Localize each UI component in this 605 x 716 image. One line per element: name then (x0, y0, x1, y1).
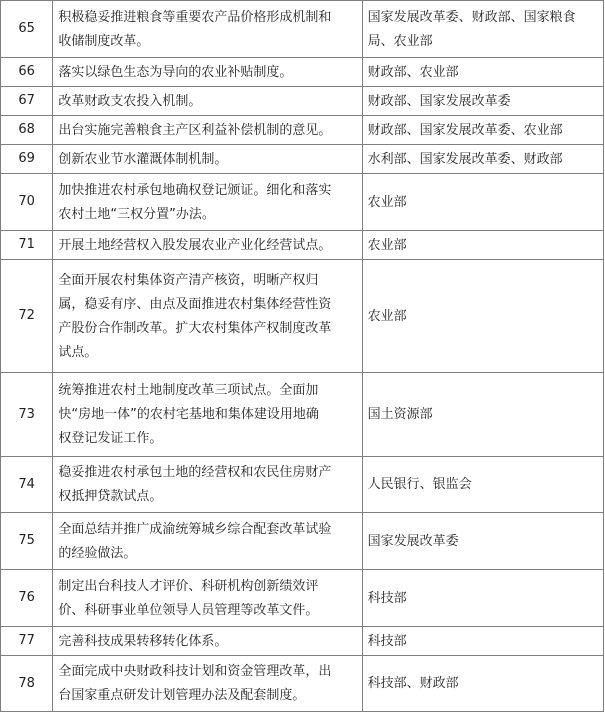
table-row (1, 457, 604, 513)
row-number: 78 (1, 656, 53, 712)
department-cell: 农业部 (362, 260, 603, 373)
table-row (1, 656, 604, 712)
task-cell: 创新农业节水灌溉体制机制。 (53, 145, 362, 174)
table-row (1, 513, 604, 570)
department-cell: 农业部 (362, 174, 603, 231)
task-cell: 落实以绿色生态为导向的农业补贴制度。 (53, 58, 362, 87)
table-row (1, 231, 604, 260)
department-cell: 国家发展改革委 (362, 513, 603, 570)
department-cell: 国家发展改革委、财政部、国家粮食 局、农业部 (362, 1, 603, 58)
task-cell: 全面总结并推广成渝统筹城乡综合配套改革试验 的经验做法。 (53, 513, 362, 570)
table-row (1, 260, 604, 373)
table-row (1, 174, 604, 231)
task-cell: 完善科技成果转移转化体系。 (53, 627, 362, 656)
row-number: 77 (1, 627, 53, 656)
task-cell: 统筹推进农村土地制度改革三项试点。全面加 快“房地一体”的农村宅基地和集体建设用地确 权登记发证工作。 (53, 373, 362, 457)
table-row (1, 627, 604, 656)
table-row (1, 1, 604, 58)
department-cell: 科技部、财政部 (362, 656, 603, 712)
table-row (1, 145, 604, 174)
department-cell: 科技部 (362, 570, 603, 627)
department-cell: 人民银行、银监会 (362, 457, 603, 513)
task-cell: 全面开展农村集体资产清产核资，明晰产权归 属，稳妥有序、由点及面推进农村集体经营性资 产股份合作制改革。扩大农村集体产权制度改革 试点。 (53, 260, 362, 373)
row-number: 67 (1, 87, 53, 116)
table-row (1, 373, 604, 457)
table-row (1, 116, 604, 145)
department-cell: 农业部 (362, 231, 603, 260)
row-number: 76 (1, 570, 53, 627)
department-cell: 财政部、国家发展改革委 (362, 87, 603, 116)
row-number: 75 (1, 513, 53, 570)
row-number: 74 (1, 457, 53, 513)
task-cell: 稳妥推进农村承包土地的经营权和农民住房财产 权抵押贷款试点。 (53, 457, 362, 513)
row-number: 71 (1, 231, 53, 260)
department-cell: 水利部、国家发展改革委、财政部 (362, 145, 603, 174)
row-number: 69 (1, 145, 53, 174)
task-cell: 积极稳妥推进粮食等重要农产品价格形成机制和 收储制度改革。 (53, 1, 362, 58)
task-cell: 全面完成中央财政科技计划和资金管理改革，出 台国家重点研发计划管理办法及配套制度。 (53, 656, 362, 712)
department-cell: 国土资源部 (362, 373, 603, 457)
row-number: 66 (1, 58, 53, 87)
task-cell: 开展土地经营权入股发展农业产业化经营试点。 (53, 231, 362, 260)
task-cell: 加快推进农村承包地确权登记颁证。细化和落实 农村土地“三权分置”办法。 (53, 174, 362, 231)
table-row (1, 87, 604, 116)
department-cell: 科技部 (362, 627, 603, 656)
row-number: 72 (1, 260, 53, 373)
table-body (1, 1, 604, 712)
department-cell: 财政部、农业部 (362, 58, 603, 87)
row-number: 65 (1, 1, 53, 58)
task-cell: 改革财政支农投入机制。 (53, 87, 362, 116)
table-row (1, 570, 604, 627)
row-number: 70 (1, 174, 53, 231)
row-number: 73 (1, 373, 53, 457)
task-cell: 制定出台科技人才评价、科研机构创新绩效评 价、科研事业单位领导人员管理等改革文件。 (53, 570, 362, 627)
row-number: 68 (1, 116, 53, 145)
task-cell: 出台实施完善粮食主产区利益补偿机制的意见。 (53, 116, 362, 145)
table-row (1, 58, 604, 87)
department-cell: 财政部、国家发展改革委、农业部 (362, 116, 603, 145)
